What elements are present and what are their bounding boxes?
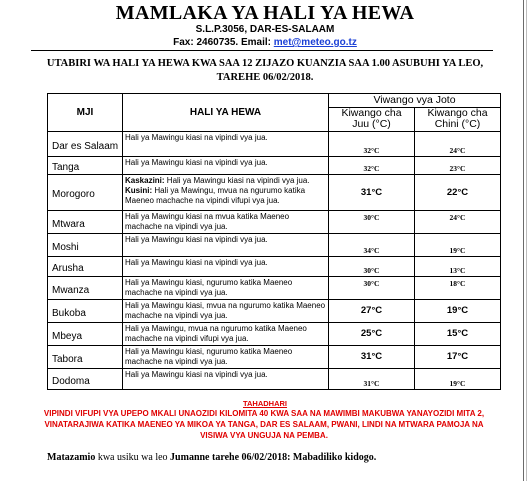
city-name: Mwanza: [48, 277, 123, 300]
warning-heading: TAHADHARI: [242, 399, 288, 408]
email-link[interactable]: met@meteo.go.tz: [273, 37, 357, 48]
warning-text: VIPINDI VIFUPI VYA UPEPO MKALI UNAOZIDI KILOMITA 40 KWA SAA NA MAWIMBI MAKUBWA YANAYOZIDI MITA 2, VINATARAJIWA KATIKA MAENEO YA MIKOA YA TANGA, DAR ES SALAAM, PWANI, LINDI NA MTWARA PAMOJA NA VISIWA VYA UNGUJA NA PEMBA.: [43, 409, 485, 440]
weather-condition: Hali ya Mawingu kiasi na vipindi vya jua.: [123, 369, 329, 390]
table-row: [48, 277, 501, 300]
region-label-south: Kusini:: [125, 186, 153, 195]
min-temp: 13°C: [415, 257, 501, 277]
agency-address: S.L.P.3056, DAR-ES-SALAAM: [195, 24, 335, 35]
table-row: [48, 234, 501, 257]
city-name: Tanga: [48, 157, 123, 175]
outlook-label: Matazamio: [47, 452, 96, 463]
fax-text: Fax: 2460735. Email:: [173, 37, 274, 48]
forecast-line-2: TAREHE 06/02/2018.: [216, 72, 314, 83]
weather-condition: Hali ya Mawingu kiasi na vipindi vya jua.: [123, 157, 329, 175]
max-temp: 30°C: [329, 277, 415, 300]
page-edge-shadow: [526, 0, 527, 481]
city-name: Mbeya: [48, 323, 123, 346]
table-row: [48, 157, 501, 175]
forecast-heading: [30, 57, 500, 85]
max-temp: 31°C: [329, 346, 415, 369]
page-edge: [523, 0, 524, 481]
outlook-middle: kwa usiku wa leo: [95, 452, 171, 463]
city-name: Morogoro: [48, 175, 123, 211]
outlook-detail: Jumanne tarehe 06/02/2018: Mabadiliko kidogo.: [170, 452, 377, 463]
min-temp: 23°C: [415, 157, 501, 175]
city-name: Moshi: [48, 234, 123, 257]
header-min-temp: Kiwango cha Chini (°C): [415, 108, 501, 132]
table-row: [48, 132, 501, 157]
max-temp: 30°C: [329, 257, 415, 277]
agency-title: MAMLAKA YA HALI YA HEWA: [115, 2, 415, 24]
max-temp: 32°C: [329, 157, 415, 175]
table-row: [48, 300, 501, 323]
min-temp: 22°C: [415, 175, 501, 211]
weather-condition: [123, 175, 329, 211]
city-name: Arusha: [48, 257, 123, 277]
city-name: Dodoma: [48, 369, 123, 390]
min-temp: 19°C: [415, 234, 501, 257]
min-temp: 15°C: [415, 323, 501, 346]
weather-condition: Hali ya Mawingu, mvua na ngurumo katika Maeneo machache na vipindi vifupi vya jua.: [123, 323, 329, 346]
min-temp: 17°C: [415, 346, 501, 369]
weather-condition: Hali ya Mawingu kiasi na mvua katika Maeneo machache na vipindi vya jua.: [123, 211, 329, 234]
min-temp: 19°C: [415, 300, 501, 323]
max-temp: 34°C: [329, 234, 415, 257]
min-temp: 24°C: [415, 132, 501, 157]
max-temp: 27°C: [329, 300, 415, 323]
table-row: [48, 346, 501, 369]
table-row: [48, 323, 501, 346]
max-temp: 30°C: [329, 211, 415, 234]
weather-condition: Hali ya Mawingu kiasi, mvua na ngurumo katika Maeneo machache na vipindi vya jua.: [123, 300, 329, 323]
min-temp: 24°C: [415, 211, 501, 234]
city-name: Tabora: [48, 346, 123, 369]
table-row: [48, 211, 501, 234]
min-temp: 18°C: [415, 277, 501, 300]
table-row: [48, 257, 501, 277]
weather-condition: Hali ya Mawingu kiasi na vipindi vya jua.: [123, 257, 329, 277]
header-max-temp: Kiwango cha Juu (°C): [329, 108, 415, 132]
min-temp: 19°C: [415, 369, 501, 390]
weather-condition: Hali ya Mawingu kiasi na vipindi vya jua.: [123, 234, 329, 257]
header-divider: [31, 50, 493, 51]
forecast-table: [47, 93, 501, 390]
city-name: Mtwara: [48, 211, 123, 234]
header-temp-group: Viwango vya Joto: [329, 94, 501, 108]
max-temp: 31°C: [329, 175, 415, 211]
region-label-north: Kaskazini:: [125, 176, 165, 185]
weather-condition: Hali ya Mawingu kiasi, ngurumo katika Maeneo machache na vipindi vya jua.: [123, 346, 329, 369]
weather-condition: Hali ya Mawingu kiasi, ngurumo katika Maeneo machache na vipindi vya jua.: [123, 277, 329, 300]
city-name: Dar es Salaam: [48, 132, 123, 157]
night-outlook: [47, 452, 376, 463]
max-temp: 31°C: [329, 369, 415, 390]
weather-condition: Hali ya Mawingu kiasi na vipindi vya jua.: [123, 132, 329, 157]
max-temp: 25°C: [329, 323, 415, 346]
city-name: Bukoba: [48, 300, 123, 323]
forecast-line-1: UTABIRI WA HALI YA HEWA KWA SAA 12 ZIJAZO KUANZIA SAA 1.00 ASUBUHI YA LEO,: [46, 58, 484, 69]
condition-south: Hali ya Mawingu, mvua na ngurumo katika Maeneo machache na vipindi vifupi vya jua.: [125, 186, 306, 205]
max-temp: 32°C: [329, 132, 415, 157]
header-weather: HALI YA HEWA: [123, 94, 329, 132]
header-city: MJI: [48, 94, 123, 132]
condition-north: Hali ya Mawingu kiasi na vipindi vya jua.: [164, 176, 310, 185]
table-row: [48, 369, 501, 390]
table-row: [48, 175, 501, 211]
contact-line: [0, 37, 530, 48]
